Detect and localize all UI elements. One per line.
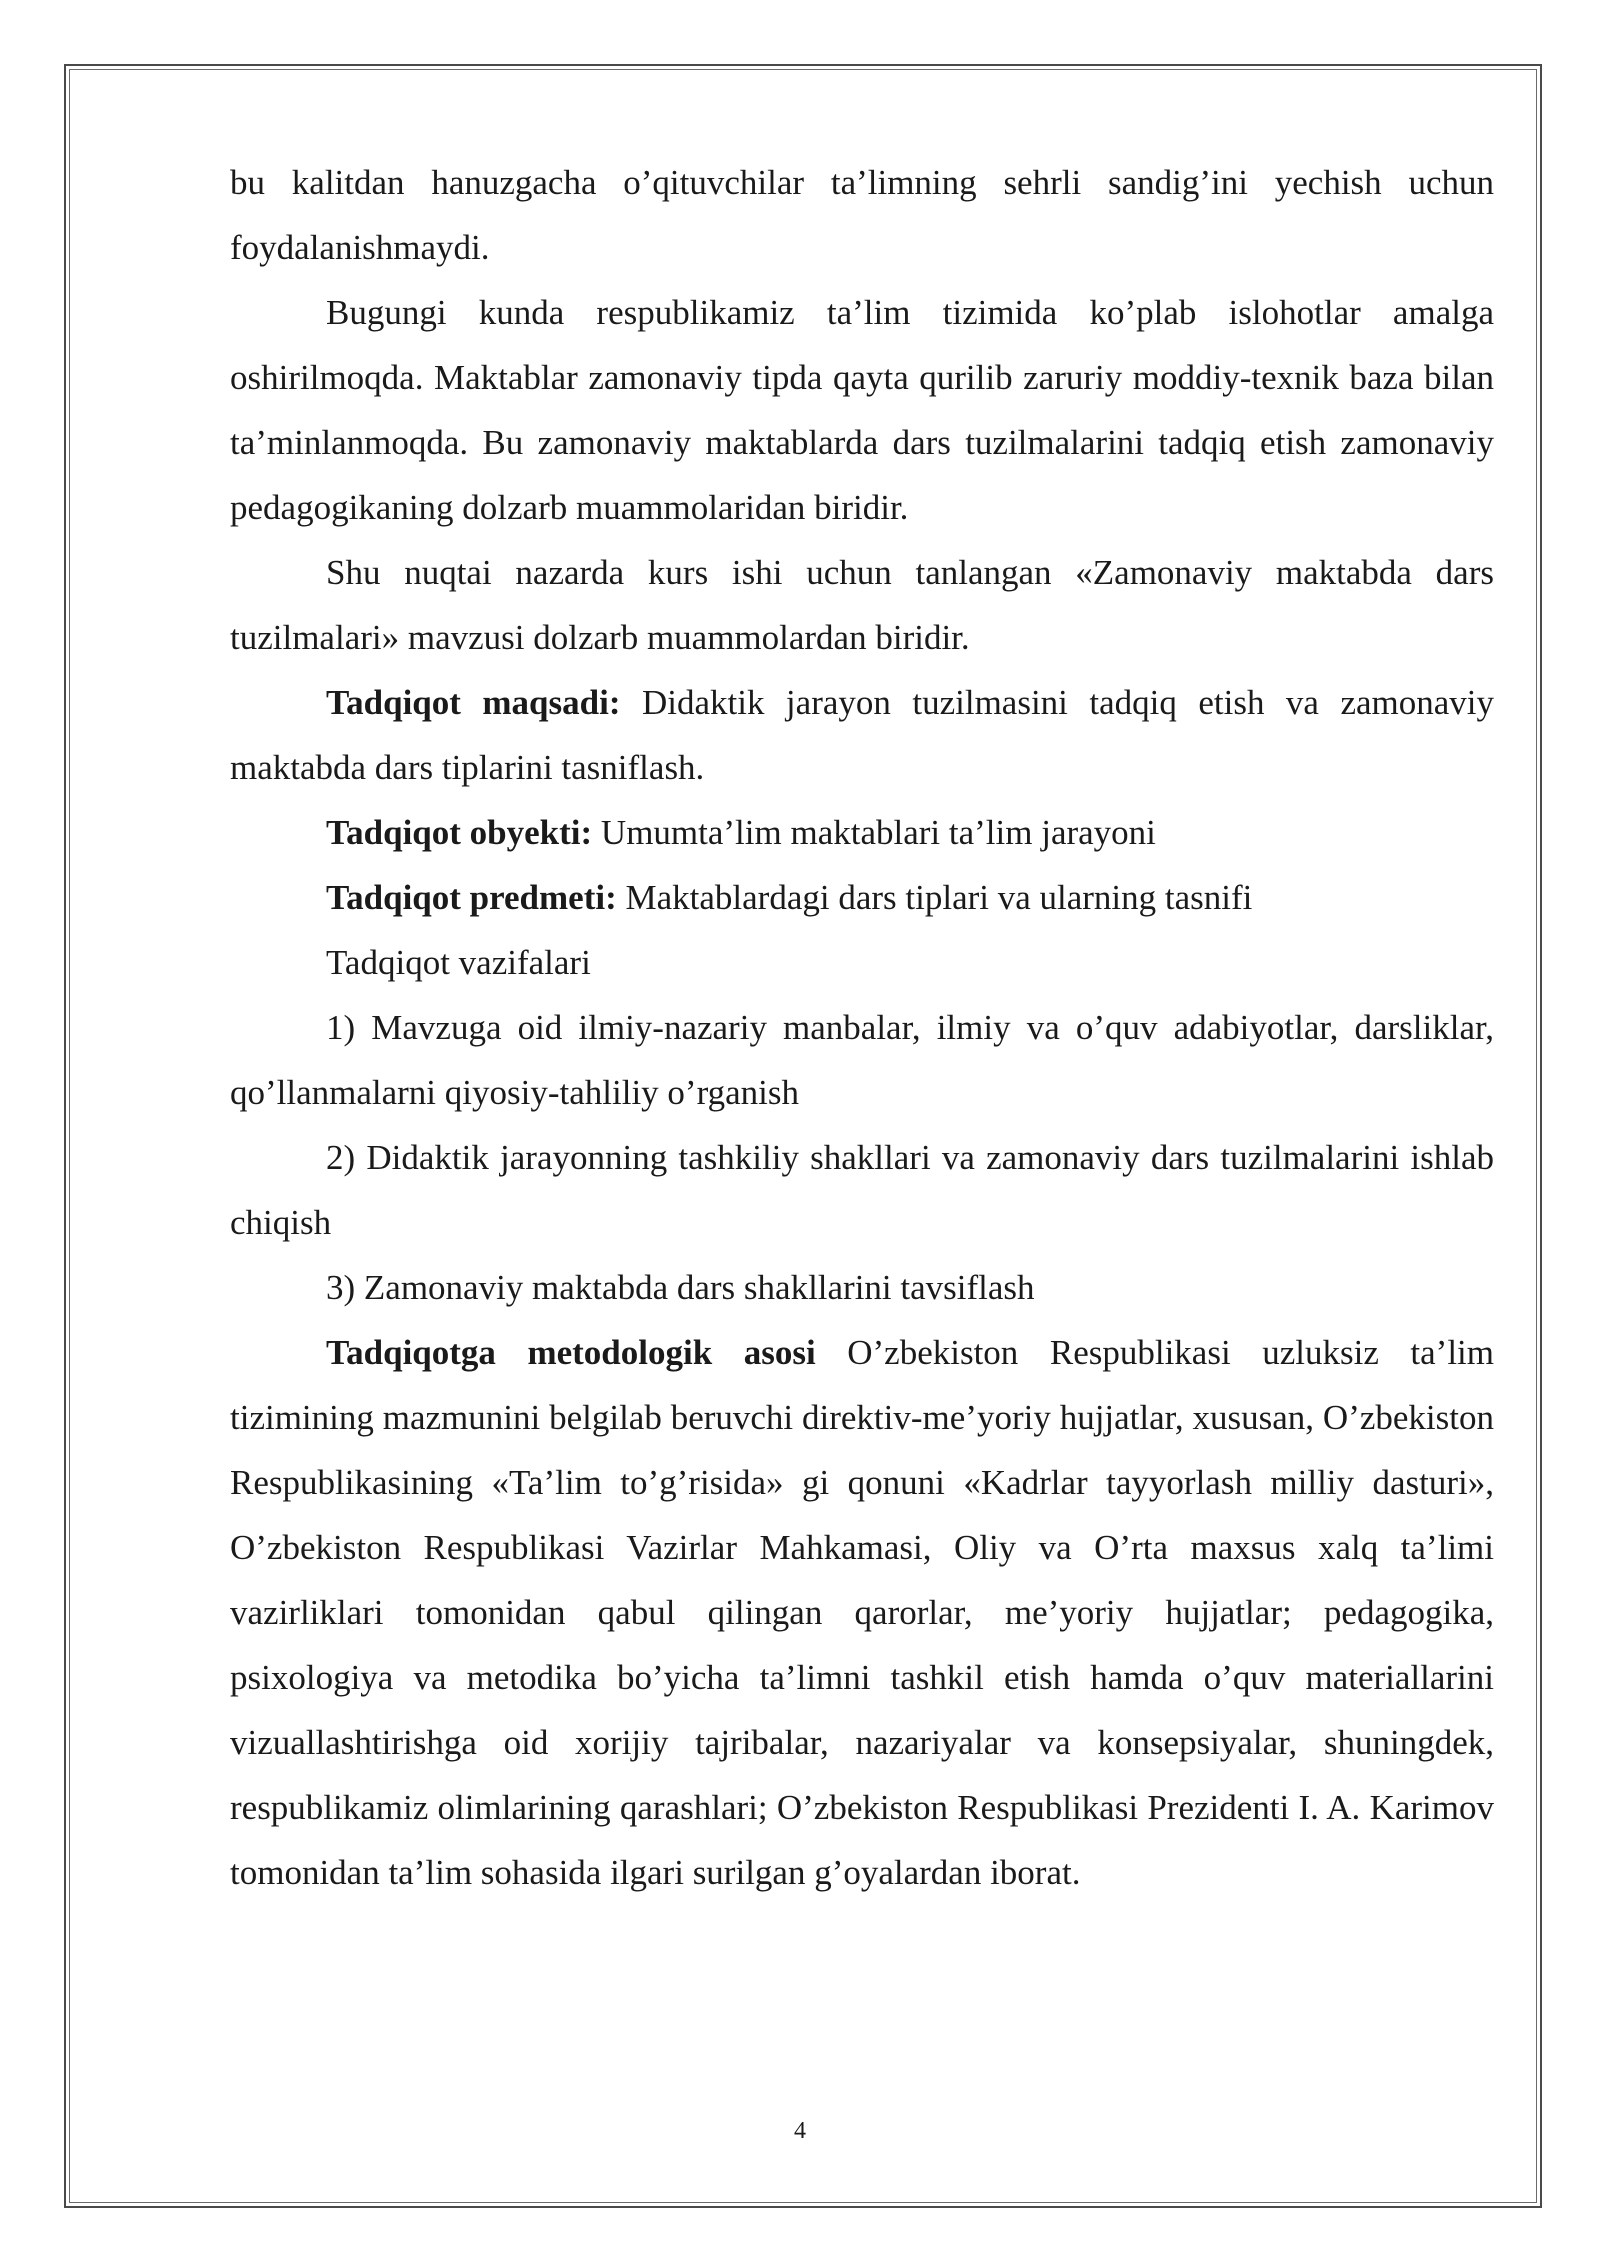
document-body [230, 150, 1494, 1905]
page-number: 4 [794, 2118, 806, 2144]
research-subject-label: Tadqiqot predmeti: [326, 878, 617, 917]
paragraph-topic-relevance: Shu nuqtai nazarda kurs ishi uchun tanlangan «Zamonaviy maktabda dars tuzilmalari» mavzusi dolzarb muammolardan biridir. [230, 553, 1494, 657]
paragraph-research-subject [230, 865, 1494, 930]
methodology-label: Tadqiqotga metodologik asosi [326, 1333, 816, 1372]
research-goal-label: Tadqiqot maqsadi: [326, 683, 621, 722]
methodology-text: O’zbekiston Respublikasi uzluksiz ta’lim tizimining mazmunini belgilab beruvchi direktiv-me’yoriy hujjatlar, xususan, O’zbekiston Respublikasining «Ta’lim to’g’risida» gi qonuni «Kadrlar tayyorlash milliy dasturi», O’zbekiston Respublikasi Vazirlar Mahkamasi, Oliy va O’rta maxsus xalq ta’limi vazirliklari tomonidan qabul qilingan qarorlar, me’yoriy hujjatlar; pedagogika, psixologiya va metodika bo’yicha ta’limni tashkil etish hamda o’quv materiallarini vizuallashtirishga oid xorijiy tajribalar, nazariyalar va konsepsiyalar, shuningdek, respublikamiz olimlarining qarashlari; O’zbekiston Respublikasi Prezidenti I. A. Karimov tomonidan ta’lim sohasida ilgari surilgan g’oyalardan iborat. [230, 1333, 1494, 1892]
research-tasks-heading: Tadqiqot vazifalari [326, 943, 591, 982]
paragraph-continuation: bu kalitdan hanuzgacha o’qituvchilar ta’limning sehrli sandig’ini yechish uchun foydalanishmaydi. [230, 163, 1494, 267]
research-task-3: 3) Zamonaviy maktabda dars shakllarini tavsiflash [326, 1268, 1035, 1307]
paragraph-research-object [230, 800, 1494, 865]
research-object-text: Umumta’lim maktablari ta’lim jarayoni [592, 813, 1156, 852]
paragraph-reforms: Bugungi kunda respublikamiz ta’lim tizimida ko’plab islohotlar amalga oshirilmoqda. Maktablar zamonaviy tipda qayta qurilib zaruriy moddiy-texnik baza bilan ta’minlanmoqda. Bu zamonaviy maktablarda dars tuzilmalarini tadqiq etish zamonaviy pedagogikaning dolzarb muammolaridan biridir. [230, 293, 1494, 527]
research-subject-text: Maktablardagi dars tiplari va ularning tasnifi [616, 878, 1253, 917]
paragraph-research-goal [230, 670, 1494, 800]
research-goal-text: Didaktik jarayon tuzilmasini tadqiq etish va zamonaviy maktabda dars tiplarini tasniflash. [230, 683, 1495, 787]
paragraph-methodology [230, 1320, 1494, 1905]
research-task-1: 1) Mavzuga oid ilmiy-nazariy manbalar, ilmiy va o’quv adabiyotlar, darsliklar, qo’llanmalarni qiyosiy-tahliliy o’rganish [230, 1008, 1494, 1112]
research-object-label: Tadqiqot obyekti: [326, 813, 593, 852]
research-task-2: 2) Didaktik jarayonning tashkiliy shakllari va zamonaviy dars tuzilmalarini ishlab chiqish [230, 1138, 1494, 1242]
